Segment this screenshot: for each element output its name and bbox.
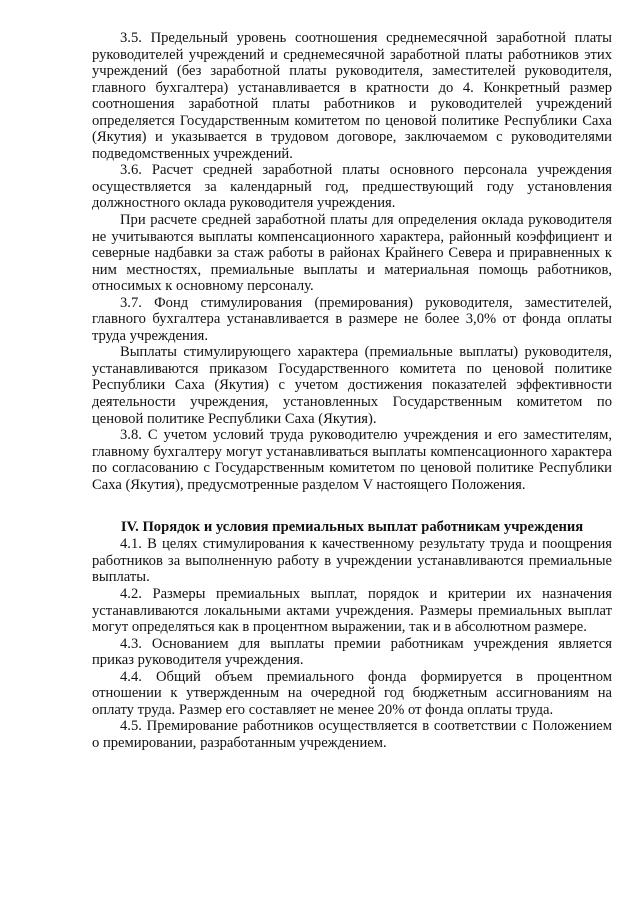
section-4-heading: IV. Порядок и условия премиальных выплат работникам учреждения bbox=[120, 519, 584, 536]
paragraph-4-1: 4.1. В целях стимулирования к качественному результату труда и поощрения работников за выполненную работу в учреждении устанавливаются премиальные выплаты. bbox=[92, 536, 612, 586]
paragraph-3-6: 3.6. Расчет средней заработной платы основного персонала учреждения осуществляется за календарный год, предшествующий году установления должностного оклада руководителя учреждения. bbox=[92, 162, 612, 212]
paragraph-4-4: 4.4. Общий объем премиального фонда формируется в процентном отношении к утвержденным на очередной год бюджетным ассигнованиям на оплату труда. Размер его составляет не менее 20% от фонда оплаты труда. bbox=[92, 668, 612, 718]
paragraph-3-6-calculation: При расчете средней заработной платы для определения оклада руководителя не учитываются выплаты компенсационного характера, районный коэффициент и северные надбавки за стаж работы в районах Крайнего Севера и приравненных к ним местностях, премиальные выплаты и материальная помощь работников, относимых к основному персоналу. bbox=[92, 212, 612, 295]
paragraph-4-2: 4.2. Размеры премиальных выплат, порядок и критерии их назначения устанавливаются локальными актами учреждения. Размеры премиальных выплат могут определяться как в процентном выражении, так и в абсолютном размере. bbox=[92, 585, 612, 636]
paragraph-4-5: 4.5. Премирование работников осуществляется в соответствии с Положением о премировании, разработанным учреждением. bbox=[92, 718, 612, 751]
paragraph-3-8: 3.8. С учетом условий труда руководителю учреждения и его заместителям, главному бухгалтеру могут устанавливаться выплаты компенсационного характера по согласованию с Государственным комитетом по ценовой политике Республики Саха (Якутия), предусмотренные разделом V настоящего Положения. bbox=[92, 427, 612, 493]
paragraph-3-7: 3.7. Фонд стимулирования (премирования) руководителя, заместителей, главного бухгалтера устанавливается в размере не более 3,0% от фонда оплаты труда учреждения. bbox=[92, 294, 612, 344]
document-page bbox=[92, 30, 612, 751]
paragraph-3-7-incentive-payments: Выплаты стимулирующего характера (премиальные выплаты) руководителя, устанавливаются приказом Государственного комитета по ценовой политике Республики Саха (Якутия) с учетом достижения показателей эффективности деятельности учреждения, установленных Государственным комитетом по ценовой политике Республики Саха (Якутия). bbox=[92, 344, 612, 427]
paragraph-3-5: 3.5. Предельный уровень соотношения среднемесячной заработной платы руководителей учреждений и среднемесячной заработной платы работников этих учреждений (без заработной платы руководителя, заместителей руководителя, главного бухгалтера) устанавливается в кратности до 4. Конкретный размер соотношения заработной платы работников и руководителей учреждений определяется Государственным комитетом по ценовой политике Республики Саха (Якутия) и указывается в трудовом договоре, заключаемом с руководителями подведомственных учреждений. bbox=[92, 30, 612, 162]
paragraph-4-3: 4.3. Основанием для выплаты премии работникам учреждения является приказ руководителя учреждения. bbox=[92, 635, 612, 669]
